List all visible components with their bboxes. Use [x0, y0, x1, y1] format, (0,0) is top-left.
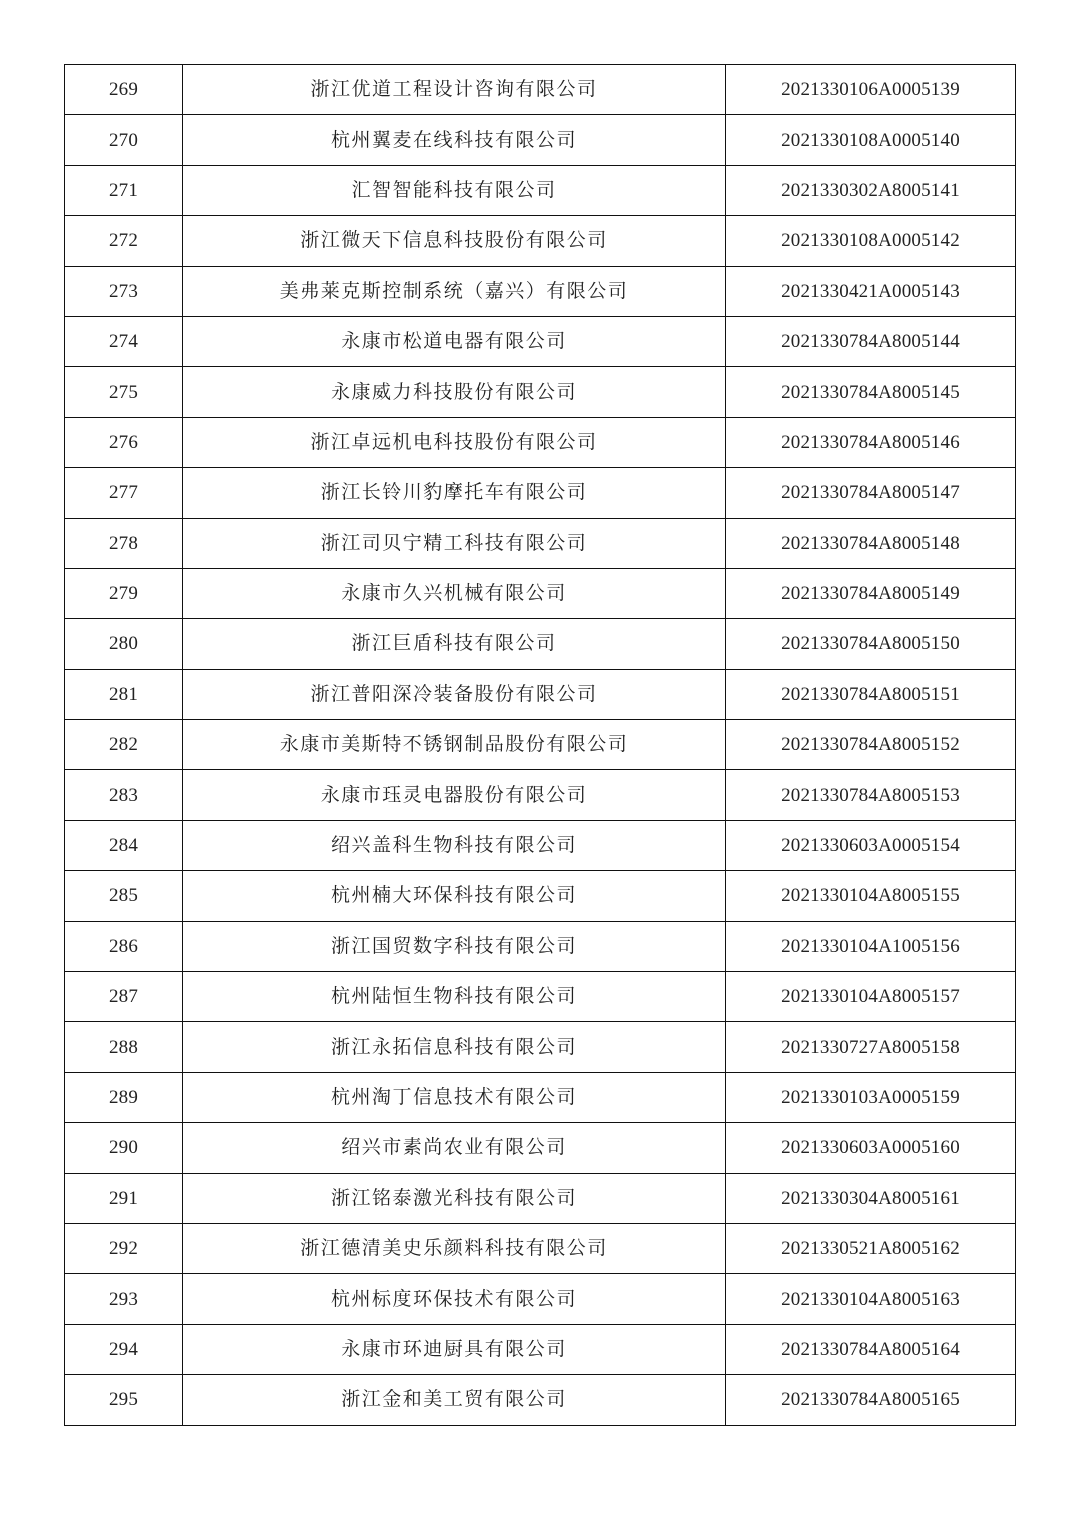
company-name-cell: 杭州标度环保技术有限公司	[183, 1274, 726, 1324]
registration-code-cell: 2021330104A1005156	[726, 921, 1016, 971]
row-number-cell: 273	[65, 266, 183, 316]
table-row	[65, 669, 1016, 719]
row-number-cell: 277	[65, 468, 183, 518]
company-name-cell: 杭州淘丁信息技术有限公司	[183, 1072, 726, 1122]
company-name-cell: 永康市珏灵电器股份有限公司	[183, 770, 726, 820]
table-row	[65, 1022, 1016, 1072]
company-name-cell: 浙江德清美史乐颜料科技有限公司	[183, 1223, 726, 1273]
company-name-cell: 浙江长铃川豹摩托车有限公司	[183, 468, 726, 518]
table-row	[65, 820, 1016, 870]
company-name-cell: 浙江金和美工贸有限公司	[183, 1375, 726, 1425]
row-number-cell: 282	[65, 720, 183, 770]
company-name-cell: 美弗莱克斯控制系统（嘉兴）有限公司	[183, 266, 726, 316]
table-row	[65, 972, 1016, 1022]
row-number-cell: 295	[65, 1375, 183, 1425]
registration-code-cell: 2021330104A8005155	[726, 871, 1016, 921]
table-row	[65, 216, 1016, 266]
row-number-cell: 270	[65, 115, 183, 165]
table-row	[65, 518, 1016, 568]
company-name-cell: 永康市久兴机械有限公司	[183, 568, 726, 618]
row-number-cell: 271	[65, 165, 183, 215]
row-number-cell: 278	[65, 518, 183, 568]
table-row	[65, 1274, 1016, 1324]
table-row	[65, 720, 1016, 770]
table-row	[65, 266, 1016, 316]
table-row	[65, 1223, 1016, 1273]
company-name-cell: 浙江卓远机电科技股份有限公司	[183, 417, 726, 467]
registration-code-cell: 2021330784A8005164	[726, 1324, 1016, 1374]
registration-code-cell: 2021330784A8005150	[726, 619, 1016, 669]
table-row	[65, 1324, 1016, 1374]
row-number-cell: 292	[65, 1223, 183, 1273]
row-number-cell: 287	[65, 972, 183, 1022]
registration-code-cell: 2021330302A8005141	[726, 165, 1016, 215]
company-name-cell: 杭州翼麦在线科技有限公司	[183, 115, 726, 165]
company-name-cell: 永康威力科技股份有限公司	[183, 367, 726, 417]
registration-code-cell: 2021330106A0005139	[726, 65, 1016, 115]
company-name-cell: 杭州陆恒生物科技有限公司	[183, 972, 726, 1022]
row-number-cell: 285	[65, 871, 183, 921]
company-name-cell: 汇智智能科技有限公司	[183, 165, 726, 215]
table-row	[65, 165, 1016, 215]
registration-code-cell: 2021330103A0005159	[726, 1072, 1016, 1122]
company-name-cell: 永康市美斯特不锈钢制品股份有限公司	[183, 720, 726, 770]
row-number-cell: 281	[65, 669, 183, 719]
table-row	[65, 65, 1016, 115]
row-number-cell: 274	[65, 316, 183, 366]
document-page	[64, 64, 1015, 1426]
table-row	[65, 1123, 1016, 1173]
row-number-cell: 290	[65, 1123, 183, 1173]
company-name-cell: 永康市松道电器有限公司	[183, 316, 726, 366]
registration-code-cell: 2021330784A8005151	[726, 669, 1016, 719]
row-number-cell: 286	[65, 921, 183, 971]
table-row	[65, 568, 1016, 618]
row-number-cell: 280	[65, 619, 183, 669]
row-number-cell: 288	[65, 1022, 183, 1072]
table-row	[65, 115, 1016, 165]
row-number-cell: 275	[65, 367, 183, 417]
registration-code-cell: 2021330784A8005149	[726, 568, 1016, 618]
company-name-cell: 浙江微天下信息科技股份有限公司	[183, 216, 726, 266]
company-name-cell: 绍兴盖科生物科技有限公司	[183, 820, 726, 870]
table-row	[65, 367, 1016, 417]
table-row	[65, 1375, 1016, 1425]
table-row	[65, 619, 1016, 669]
registration-code-cell: 2021330784A8005145	[726, 367, 1016, 417]
registration-code-cell: 2021330784A8005144	[726, 316, 1016, 366]
registration-code-cell: 2021330784A8005148	[726, 518, 1016, 568]
registration-code-cell: 2021330784A8005147	[726, 468, 1016, 518]
table-row	[65, 316, 1016, 366]
registration-code-cell: 2021330421A0005143	[726, 266, 1016, 316]
company-name-cell: 浙江巨盾科技有限公司	[183, 619, 726, 669]
company-name-cell: 杭州楠大环保科技有限公司	[183, 871, 726, 921]
registration-code-cell: 2021330104A8005157	[726, 972, 1016, 1022]
registration-code-cell: 2021330603A0005160	[726, 1123, 1016, 1173]
table-row	[65, 417, 1016, 467]
registration-code-cell: 2021330784A8005165	[726, 1375, 1016, 1425]
registration-code-cell: 2021330727A8005158	[726, 1022, 1016, 1072]
table-row	[65, 871, 1016, 921]
company-name-cell: 浙江优道工程设计咨询有限公司	[183, 65, 726, 115]
table-row	[65, 1072, 1016, 1122]
row-number-cell: 283	[65, 770, 183, 820]
registration-code-cell: 2021330104A8005163	[726, 1274, 1016, 1324]
table-row	[65, 468, 1016, 518]
row-number-cell: 269	[65, 65, 183, 115]
row-number-cell: 289	[65, 1072, 183, 1122]
company-name-cell: 浙江普阳深冷装备股份有限公司	[183, 669, 726, 719]
row-number-cell: 291	[65, 1173, 183, 1223]
company-name-cell: 浙江铭泰激光科技有限公司	[183, 1173, 726, 1223]
row-number-cell: 293	[65, 1274, 183, 1324]
registration-code-cell: 2021330108A0005140	[726, 115, 1016, 165]
row-number-cell: 294	[65, 1324, 183, 1374]
table-row	[65, 1173, 1016, 1223]
table-row	[65, 770, 1016, 820]
table-body	[65, 65, 1016, 1426]
company-name-cell: 浙江司贝宁精工科技有限公司	[183, 518, 726, 568]
registration-code-cell: 2021330521A8005162	[726, 1223, 1016, 1273]
table-row	[65, 921, 1016, 971]
row-number-cell: 276	[65, 417, 183, 467]
registration-code-cell: 2021330784A8005152	[726, 720, 1016, 770]
registration-code-cell: 2021330784A8005153	[726, 770, 1016, 820]
row-number-cell: 279	[65, 568, 183, 618]
row-number-cell: 272	[65, 216, 183, 266]
company-list-table	[64, 64, 1016, 1426]
registration-code-cell: 2021330603A0005154	[726, 820, 1016, 870]
company-name-cell: 永康市环迪厨具有限公司	[183, 1324, 726, 1374]
registration-code-cell: 2021330304A8005161	[726, 1173, 1016, 1223]
row-number-cell: 284	[65, 820, 183, 870]
company-name-cell: 浙江国贸数字科技有限公司	[183, 921, 726, 971]
registration-code-cell: 2021330108A0005142	[726, 216, 1016, 266]
company-name-cell: 浙江永拓信息科技有限公司	[183, 1022, 726, 1072]
registration-code-cell: 2021330784A8005146	[726, 417, 1016, 467]
company-name-cell: 绍兴市素尚农业有限公司	[183, 1123, 726, 1173]
